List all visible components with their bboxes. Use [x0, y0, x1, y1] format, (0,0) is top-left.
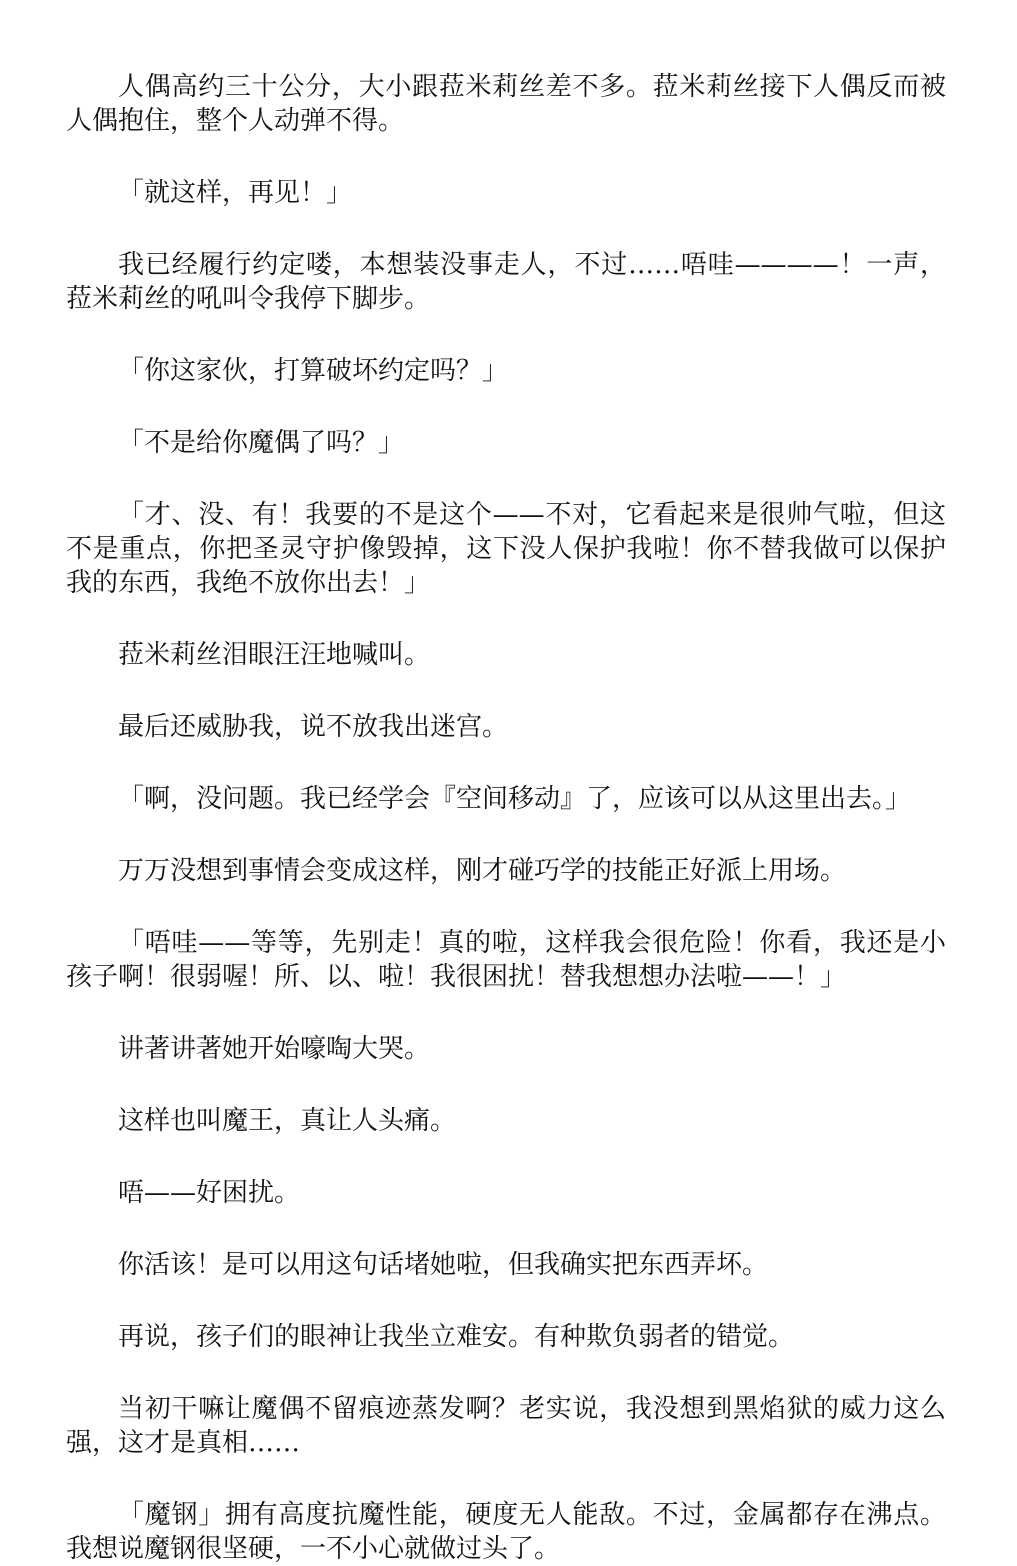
paragraph-12: 讲著讲著她开始嚎啕大哭。: [118, 1034, 431, 1064]
paragraph-3: 我已经履行约定喽，本想装没事走人，不过……唔哇————！一声，菈米莉丝的吼叫令我停下脚步。: [66, 250, 946, 314]
paragraph-18: 「魔钢」拥有高度抗魔性能，硬度无人能敌。不过，金属都存在沸点。我想说魔钢很坚硬，一不小心就做过头了。: [66, 1500, 946, 1564]
document-page: [66, 70, 946, 1566]
paragraph-1: 人偶高约三十公分，大小跟菈米莉丝差不多。菈米莉丝接下人偶反而被人偶抱住，整个人动弹不得。: [66, 72, 946, 136]
paragraph-6: 「才、没、有！我要的不是这个——不对，它看起来是很帅气啦，但这不是重点，你把圣灵守护像毁掉，这下没人保护我啦！你不替我做可以保护我的东西，我绝不放你出去！」: [66, 500, 946, 598]
paragraph-9: 「啊，没问题。我已经学会『空间移动』了，应该可以从这里出去。」: [118, 784, 912, 814]
paragraph-10: 万万没想到事情会变成这样，刚才碰巧学的技能正好派上用场。: [118, 856, 847, 886]
paragraph-17: 当初干嘛让魔偶不留痕迹蒸发啊？老实说，我没想到黑焰狱的威力这么强，这才是真相……: [66, 1394, 946, 1458]
paragraph-2: 「就这样，再见！」: [118, 178, 353, 208]
paragraph-16: 再说，孩子们的眼神让我坐立难安。有种欺负弱者的错觉。: [118, 1322, 795, 1352]
paragraph-7: 菈米莉丝泪眼汪汪地喊叫。: [118, 640, 431, 670]
paragraph-15: 你活该！是可以用这句话堵她啦，但我确实把东西弄坏。: [118, 1250, 769, 1280]
paragraph-4: 「你这家伙，打算破坏约定吗？」: [118, 356, 509, 386]
paragraph-11: 「唔哇——等等，先别走！真的啦，这样我会很危险！你看，我还是小孩子啊！很弱喔！所、以、啦！我很困扰！替我想想办法啦——！」: [66, 928, 946, 992]
paragraph-13: 这样也叫魔王，真让人头痛。: [118, 1106, 457, 1136]
paragraph-8: 最后还威胁我，说不放我出迷宫。: [118, 712, 509, 742]
paragraph-14: 唔——好困扰。: [118, 1178, 301, 1208]
paragraph-5: 「不是给你魔偶了吗？」: [118, 428, 405, 458]
